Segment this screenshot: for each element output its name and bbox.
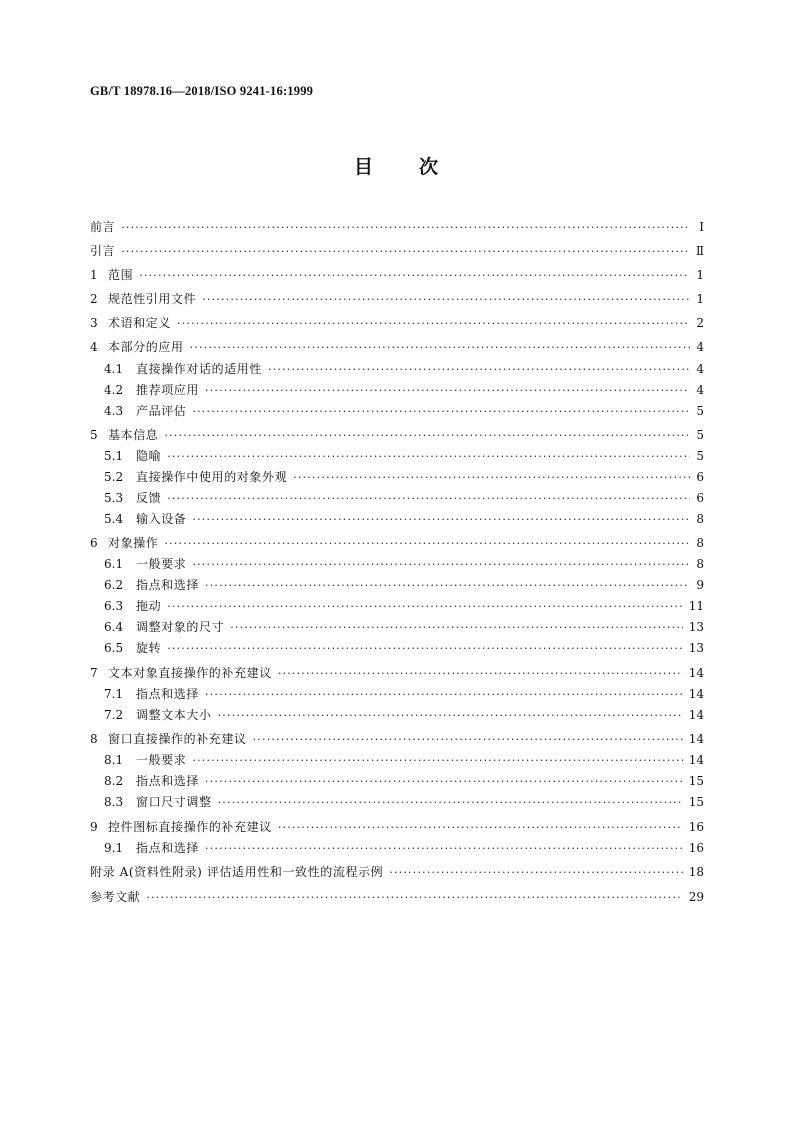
toc-entry-label: 本部分的应用: [108, 340, 184, 354]
toc-entry-label: 一般要求: [136, 557, 187, 571]
toc-entry-number: 7.1: [104, 687, 124, 701]
toc-entry-label: 规范性引用文件: [108, 292, 197, 306]
toc-entry[interactable]: [90, 338, 704, 356]
title-part-2: 次: [419, 156, 441, 178]
toc-leader-dots: [205, 773, 683, 791]
toc-entry-label: 对象操作: [108, 536, 159, 550]
toc-entry[interactable]: [90, 534, 704, 552]
toc-entry-page: 14: [688, 687, 704, 701]
toc-entry-number: 9: [90, 820, 98, 834]
toc-entry-page: 5: [696, 449, 704, 463]
toc-entry-number: 6.3: [104, 599, 124, 613]
toc-entry-page: 16: [688, 841, 704, 855]
toc-leader-dots: [192, 556, 690, 574]
toc-entry-page: 13: [688, 641, 704, 655]
toc-entry-number: 5.1: [104, 449, 124, 463]
toc-leader-dots: [192, 511, 690, 529]
toc-leader-dots: [205, 382, 690, 400]
toc-entry[interactable]: [104, 510, 704, 528]
toc-entry-page: 6: [696, 470, 704, 484]
toc-entry-page: 18: [688, 865, 704, 879]
toc-entry[interactable]: [104, 489, 704, 507]
toc-entry[interactable]: [104, 555, 704, 573]
toc-leader-dots: [139, 267, 690, 285]
toc-entry[interactable]: [90, 818, 704, 836]
toc-entry-number: 8.2: [104, 774, 124, 788]
toc-entry-page: 29: [688, 890, 704, 904]
toc-entry-number: 2: [90, 292, 98, 306]
toc-entry-page: 5: [696, 428, 704, 442]
toc-entry-number: 5.4: [104, 512, 124, 526]
toc-entry[interactable]: [90, 426, 704, 444]
toc-entry-number: 6.5: [104, 641, 124, 655]
toc-entry-label: 产品评估: [136, 404, 187, 418]
toc-entry-label: 输入设备: [136, 512, 187, 526]
toc-entry[interactable]: [104, 839, 704, 857]
toc-entry-number: 6.4: [104, 620, 124, 634]
toc-entry-label: 指点和选择: [136, 578, 200, 592]
toc-leader-dots: [164, 427, 690, 445]
toc-entry-label: 窗口尺寸调整: [136, 795, 212, 809]
toc-leader-dots: [167, 598, 683, 616]
toc-entry-label: 控件图标直接操作的补充建议: [108, 820, 272, 834]
toc-entry[interactable]: [90, 664, 704, 682]
toc-leader-dots: [278, 665, 683, 683]
toc-leader-dots: [190, 339, 690, 357]
toc-entry[interactable]: [90, 888, 704, 906]
toc-entry-label: 直接操作对话的适用性: [136, 362, 263, 376]
toc-entry-label: 隐喻: [136, 449, 162, 463]
toc-entry[interactable]: [104, 381, 704, 399]
toc-entry-page: 1: [696, 292, 704, 306]
toc-entry-label: 参考文献: [90, 890, 141, 904]
toc-entry-page: 1: [696, 268, 704, 282]
toc-entry-label: 前言: [90, 220, 116, 234]
toc-leader-dots: [293, 469, 690, 487]
toc-entry[interactable]: [90, 218, 704, 236]
toc-leader-dots: [167, 448, 690, 466]
toc-leader-dots: [205, 840, 683, 858]
toc-entry-number: 4.2: [104, 383, 124, 397]
toc-entry-page: 8: [696, 536, 704, 550]
title-part-1: 目: [353, 156, 375, 178]
toc-entry-number: 4: [90, 340, 98, 354]
toc-entry[interactable]: [90, 290, 704, 308]
toc-entry-number: 6.1: [104, 557, 124, 571]
toc-entry[interactable]: [104, 772, 704, 790]
toc-entry-label: 调整对象的尺寸: [136, 620, 225, 634]
toc-entry-number: 4.1: [104, 362, 124, 376]
toc-entry-number: 4.3: [104, 404, 124, 418]
toc-entry-number: 1: [90, 268, 98, 282]
toc-entry-page: 8: [696, 512, 704, 526]
toc-entry-number: 9.1: [104, 841, 124, 855]
toc-entry-page: 2: [696, 316, 704, 330]
toc-entry-number: 7: [90, 666, 98, 680]
toc-entry-label: 引言: [90, 244, 116, 258]
toc-entry-label: 旋转: [136, 641, 162, 655]
toc-entry[interactable]: [104, 751, 704, 769]
toc-entry-label: 指点和选择: [136, 774, 200, 788]
toc-leader-dots: [177, 315, 690, 333]
toc-entry[interactable]: [104, 706, 704, 724]
toc-entry[interactable]: [104, 639, 704, 657]
toc-entry-page: 14: [688, 753, 704, 767]
toc-entry-label: 术语和定义: [108, 316, 172, 330]
toc-entry-page: 9: [696, 578, 704, 592]
toc-leader-dots: [146, 889, 682, 907]
toc-entry-number: 8: [90, 732, 98, 746]
toc-leader-dots: [218, 707, 683, 725]
page-title: [0, 152, 794, 179]
toc-entry-label: 附录 A(资料性附录) 评估适用性和一致性的流程示例: [90, 865, 384, 879]
toc-entry[interactable]: [104, 360, 704, 378]
toc-entry-page: 16: [688, 820, 704, 834]
toc-entry-label: 窗口直接操作的补充建议: [108, 732, 247, 746]
toc-entry-label: 基本信息: [108, 428, 159, 442]
toc-leader-dots: [253, 731, 683, 749]
toc-leader-dots: [192, 403, 690, 421]
toc-entry-page: 8: [696, 557, 704, 571]
toc-entry[interactable]: [90, 730, 704, 748]
toc-entry-page: 4: [696, 383, 704, 397]
toc-leader-dots: [167, 490, 690, 508]
toc-entry-label: 调整文本大小: [136, 708, 212, 722]
toc-entry-label: 指点和选择: [136, 841, 200, 855]
toc-entry-number: 3: [90, 316, 98, 330]
toc-leader-dots: [278, 819, 683, 837]
toc-leader-dots: [205, 577, 690, 595]
toc-entry[interactable]: [90, 863, 704, 881]
toc-leader-dots: [164, 535, 690, 553]
toc-entry-label: 反馈: [136, 491, 162, 505]
toc-entry-label: 推荐项应用: [136, 383, 200, 397]
toc-entry[interactable]: [104, 447, 704, 465]
toc-entry-number: 8.3: [104, 795, 124, 809]
toc-entry-page: 13: [688, 620, 704, 634]
toc-entry-label: 直接操作中使用的对象外观: [136, 470, 288, 484]
toc-entry-page: 11: [688, 599, 704, 613]
toc-entry[interactable]: [104, 576, 704, 594]
toc-entry-page: Ⅰ: [699, 220, 704, 234]
toc-leader-dots: [230, 619, 683, 637]
toc-entry-label: 一般要求: [136, 753, 187, 767]
toc-entry-number: 6.2: [104, 578, 124, 592]
toc-leader-dots: [205, 686, 683, 704]
toc-entry-page: Ⅱ: [695, 244, 704, 258]
toc-entry-label: 拖动: [136, 599, 162, 613]
toc-leader-dots: [268, 361, 690, 379]
toc-entry-number: 5: [90, 428, 98, 442]
toc-entry[interactable]: [90, 266, 704, 284]
toc-leader-dots: [167, 640, 683, 658]
toc-entry-page: 14: [688, 666, 704, 680]
toc-leader-dots: [218, 794, 683, 812]
toc-entry-page: 14: [688, 708, 704, 722]
toc-leader-dots: [202, 291, 690, 309]
toc-leader-dots: [121, 243, 690, 261]
toc-entry-page: 15: [688, 795, 704, 809]
toc-entry[interactable]: [90, 314, 704, 332]
toc-entry[interactable]: [90, 242, 704, 260]
toc-entry-page: 6: [696, 491, 704, 505]
toc-entry[interactable]: [104, 618, 704, 636]
toc-entry[interactable]: [104, 402, 704, 420]
toc-entry-label: 范围: [108, 268, 134, 282]
toc-entry[interactable]: [104, 468, 704, 486]
toc-entry-page: 14: [688, 732, 704, 746]
document-header: GB/T 18978.16—2018/ISO 9241-16:1999: [90, 84, 314, 98]
toc-entry-page: 15: [688, 774, 704, 788]
toc-entry-number: 5.2: [104, 470, 124, 484]
toc-leader-dots: [192, 752, 682, 770]
toc-entry[interactable]: [104, 685, 704, 703]
toc-entry-number: 5.3: [104, 491, 124, 505]
toc-entry-label: 文本对象直接操作的补充建议: [108, 666, 272, 680]
toc-entry-page: 4: [696, 362, 704, 376]
toc-entry-page: 4: [696, 340, 704, 354]
toc-entry-number: 8.1: [104, 753, 124, 767]
toc-entry-number: 7.2: [104, 708, 124, 722]
toc-entry-number: 6: [90, 536, 98, 550]
toc-entry[interactable]: [104, 597, 704, 615]
toc-leader-dots: [121, 219, 690, 237]
toc-entry-page: 5: [696, 404, 704, 418]
toc-entry-label: 指点和选择: [136, 687, 200, 701]
toc-entry[interactable]: [104, 793, 704, 811]
toc-leader-dots: [389, 864, 682, 882]
